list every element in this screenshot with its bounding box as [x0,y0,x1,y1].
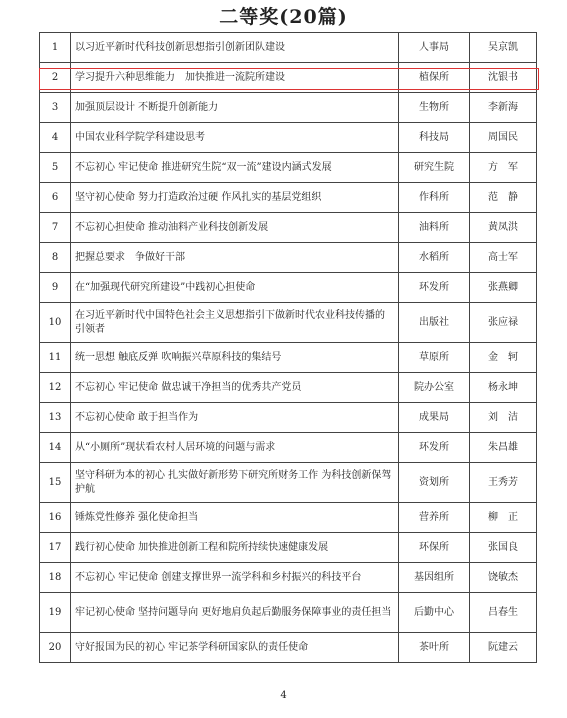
essay-title: 以习近平新时代科技创新思想指引创新团队建设 [71,33,399,63]
unit-name: 成果局 [399,403,470,433]
essay-title: 从“小厕所”现状看农村人居环境的问题与需求 [71,433,399,463]
row-number: 19 [40,593,71,633]
row-number: 5 [40,153,71,183]
unit-name: 环保所 [399,533,470,563]
author-name: 高士军 [470,243,537,273]
essay-title: 不忘初心 牢记使命 做忠诚干净担当的优秀共产党员 [71,373,399,403]
unit-name: 后勤中心 [399,593,470,633]
essay-title: 牢记初心使命 坚持问题导向 更好地肩负起后勤服务保障事业的责任担当 [71,593,399,633]
table-row [40,433,537,463]
award-table [39,32,537,663]
row-number: 1 [40,33,71,63]
row-number: 11 [40,343,71,373]
table-row [40,93,537,123]
table-row [40,273,537,303]
essay-title: 中国农业科学院学科建设思考 [71,123,399,153]
row-number: 7 [40,213,71,243]
author-name: 张燕卿 [470,273,537,303]
essay-title: 在“加强现代研究所建设”中践初心担使命 [71,273,399,303]
unit-name: 环发所 [399,273,470,303]
unit-name: 基因组所 [399,563,470,593]
row-number: 3 [40,93,71,123]
author-name: 李新海 [470,93,537,123]
row-number: 2 [40,63,71,93]
author-name: 沈银书 [470,63,537,93]
row-number: 14 [40,433,71,463]
row-number: 12 [40,373,71,403]
row-number: 6 [40,183,71,213]
table-row [40,33,537,63]
table-row [40,563,537,593]
row-number: 13 [40,403,71,433]
table-row [40,373,537,403]
table-row [40,123,537,153]
row-number: 20 [40,633,71,663]
unit-name: 研究生院 [399,153,470,183]
table-row [40,343,537,373]
table-row [40,463,537,503]
author-name: 金 轲 [470,343,537,373]
author-name: 饶敏杰 [470,563,537,593]
essay-title: 不忘初心 牢记使命 推进研究生院“双一流”建设内涵式发展 [71,153,399,183]
unit-name: 科技局 [399,123,470,153]
essay-title: 统一思想 触底反弹 吹响振兴草原科技的集结号 [71,343,399,373]
unit-name: 资划所 [399,463,470,503]
unit-name: 植保所 [399,63,470,93]
author-name: 吴京凯 [470,33,537,63]
essay-title: 学习提升六种思维能力 加快推进一流院所建设 [71,63,399,93]
author-name: 吕春生 [470,593,537,633]
unit-name: 出版社 [399,303,470,343]
essay-title: 在习近平新时代中国特色社会主义思想指引下做新时代农业科技传播的引领者 [71,303,399,343]
unit-name: 茶叶所 [399,633,470,663]
table-row [40,633,537,663]
table-row [40,593,537,633]
unit-name: 环发所 [399,433,470,463]
table-row [40,243,537,273]
author-name: 范 静 [470,183,537,213]
award-table-body [40,33,537,663]
author-name: 王秀芳 [470,463,537,503]
table-row [40,503,537,533]
row-number: 18 [40,563,71,593]
essay-title: 坚守初心使命 努力打造政治过硬 作风扎实的基层党组织 [71,183,399,213]
author-name: 周国民 [470,123,537,153]
author-name: 阮建云 [470,633,537,663]
row-number: 9 [40,273,71,303]
unit-name: 作科所 [399,183,470,213]
unit-name: 院办公室 [399,373,470,403]
essay-title: 践行初心使命 加快推进创新工程和院所持续快速健康发展 [71,533,399,563]
author-name: 杨永坤 [470,373,537,403]
author-name: 黄凤洪 [470,213,537,243]
author-name: 张国良 [470,533,537,563]
table-row [40,183,537,213]
row-number: 8 [40,243,71,273]
table-row [40,153,537,183]
author-name: 朱昌雄 [470,433,537,463]
unit-name: 营养所 [399,503,470,533]
essay-title: 锤炼党性修养 强化使命担当 [71,503,399,533]
row-number: 16 [40,503,71,533]
page-number: 4 [280,690,287,701]
author-name: 刘 洁 [470,403,537,433]
row-number: 10 [40,303,71,343]
unit-name: 油料所 [399,213,470,243]
table-row [40,213,537,243]
table-row [40,533,537,563]
unit-name: 人事局 [399,33,470,63]
unit-name: 生物所 [399,93,470,123]
table-row [40,303,537,343]
essay-title: 坚守科研为本的初心 扎实做好新形势下研究所财务工作 为科技创新保驾护航 [71,463,399,503]
page-title: 二等奖(20篇) [219,6,348,28]
unit-name: 草原所 [399,343,470,373]
row-number: 17 [40,533,71,563]
essay-title: 不忘初心使命 敢于担当作为 [71,403,399,433]
table-row-highlighted [40,63,537,93]
table-row [40,403,537,433]
author-name: 张应禄 [470,303,537,343]
essay-title: 守好报国为民的初心 牢记茶学科研国家队的责任使命 [71,633,399,663]
row-number: 15 [40,463,71,503]
essay-title: 不忘初心担使命 推动油料产业科技创新发展 [71,213,399,243]
row-number: 4 [40,123,71,153]
essay-title: 不忘初心 牢记使命 创建支撑世界一流学科和乡村振兴的科技平台 [71,563,399,593]
unit-name: 水稻所 [399,243,470,273]
author-name: 柳 正 [470,503,537,533]
essay-title: 加强顶层设计 不断提升创新能力 [71,93,399,123]
essay-title: 把握总要求 争做好干部 [71,243,399,273]
author-name: 方 军 [470,153,537,183]
